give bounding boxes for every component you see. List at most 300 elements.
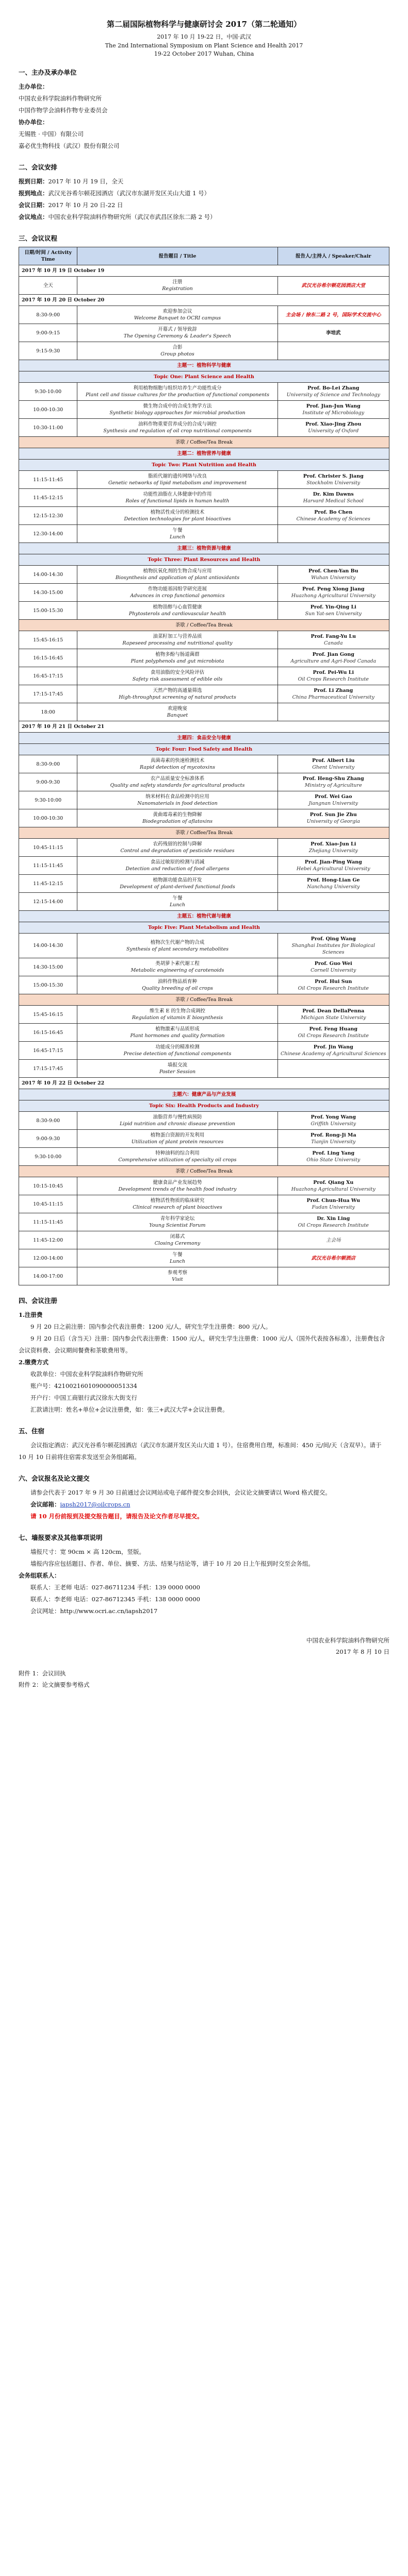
- program-topic-cn: 午餐: [172, 1252, 183, 1258]
- program-topic-en: Synthesis of plant secondary metabolites: [126, 946, 229, 952]
- program-time: 10:45-11:15: [19, 839, 77, 857]
- program-person: [278, 1231, 389, 1249]
- program-time: 16:15-16:45: [19, 1024, 77, 1042]
- program-time: 14:00-14:30: [19, 934, 77, 958]
- program-topic: [77, 857, 278, 875]
- program-topic-cn: 油料作物重要营养成分的合成与调控: [138, 421, 217, 427]
- program-speaker: Prof. Rong-Ji Ma: [310, 1132, 356, 1138]
- program-topic-cn: 食品过敏原的检测与消减: [150, 859, 205, 865]
- program-time: 9:30-10:00: [19, 791, 77, 809]
- fee-text-2: 9 月 20 日后（含当天）注册：国内参会代表注册费：1500 元/人，研究生学生注册费：1000 元/人（国外代表按各标准），注册费包含会议资料费、会议期间餐费和茶歇费用等。: [19, 1335, 385, 1354]
- hotel-text: 会议指定酒店：武汉光谷希尔顿花园酒店（武汉市东湖开发区关山大道 1 号）。住宿费用自理，标准间：450 元/间/天（含双早）。请于 10 月 10 日前将住宿需求发送至会务组邮箱。: [19, 1442, 382, 1461]
- program-talk-row: [19, 1177, 389, 1195]
- program-time: 9:15-9:30: [19, 342, 77, 360]
- program-affiliation: Oil Crops Research Institute: [298, 676, 369, 682]
- program-topic: [77, 875, 278, 893]
- program-time: 14:30-15:00: [19, 584, 77, 602]
- email-link[interactable]: iapsh2017@oilcrops.cn: [60, 1501, 130, 1508]
- program-topic-cn: 功能性油脂在人体健康中的作用: [143, 492, 212, 497]
- program-session-title: Topic Four: Food Safety and Health: [19, 744, 389, 755]
- program-speaker: Prof. Christer S. Jiang: [303, 473, 364, 479]
- program-topic-cn: 欢迎晚宴: [167, 706, 187, 711]
- program-affiliation: Ministry of Agriculture: [304, 783, 362, 788]
- program-time: 10:30-11:00: [19, 419, 77, 437]
- program-talk-row: [19, 471, 389, 489]
- program-header-person: 报告人/主持人 / Speaker/Chair: [278, 247, 389, 265]
- program-session-row: [19, 371, 389, 383]
- program-topic: [77, 602, 278, 620]
- program-topic: [77, 401, 278, 419]
- program-topic-en: Control and degradation of pesticide residues: [120, 848, 235, 854]
- program-affiliation: Huazhong Agricultural University: [291, 1187, 376, 1192]
- program-affiliation: Wuhan University: [311, 575, 356, 581]
- program-person: [278, 507, 389, 525]
- program-person: [278, 602, 389, 620]
- program-topic: [77, 958, 278, 976]
- program-topic-en: Synthetic biology approaches for microbial production: [109, 410, 246, 416]
- program-affiliation: Institute of Microbiology: [302, 410, 365, 416]
- program-topic-en: Visit: [172, 1277, 183, 1282]
- program-talk-row: [19, 1249, 389, 1267]
- program-topic-cn: 开幕式 / 领导致辞: [158, 327, 197, 332]
- program-time: 17:15-17:45: [19, 685, 77, 703]
- program-person: [278, 703, 389, 721]
- program-session-title: 主题一：植物科学与健康: [19, 360, 389, 371]
- program-talk-row: [19, 489, 389, 507]
- program-affiliation: Michigan State University: [301, 1015, 366, 1021]
- program-topic: [77, 1112, 278, 1130]
- program-talk-row: [19, 791, 389, 809]
- program-person: [278, 584, 389, 602]
- program-session-title: Topic Five: Plant Metabolism and Health: [19, 922, 389, 934]
- program-talk-row: [19, 773, 389, 791]
- program-person: [278, 839, 389, 857]
- program-topic-cn: 青年科学家论坛: [160, 1216, 195, 1222]
- program-affiliation: Harvard Medical School: [303, 498, 364, 504]
- program-break-row: [19, 994, 389, 1006]
- program-time: 10:15-10:45: [19, 1177, 77, 1195]
- program-topic-en: Plant hormones and quality formation: [130, 1033, 225, 1039]
- program-topic-en: Precise detection of functional components: [123, 1051, 232, 1057]
- program-topic-cn: 黄曲霉毒素的生物降解: [153, 812, 202, 818]
- program-day-label: 2017 年 10 月 20 日 October 20: [19, 295, 389, 306]
- program-topic-cn: 植物甾醇与心血管健康: [153, 604, 202, 610]
- program-topic-cn: 参观考察: [167, 1270, 187, 1276]
- program-speaker: Prof. Jian-Ping Wang: [304, 859, 362, 865]
- program-topic-cn: 纳米材料在食品检测中的应用: [145, 794, 209, 800]
- program-affiliation: China Pharmaceutical University: [292, 694, 374, 700]
- attachment-1[interactable]: 附件 1：会议回执: [19, 1670, 66, 1677]
- attachments: [19, 1668, 389, 1690]
- program-person: [278, 649, 389, 667]
- program-topic: [77, 306, 278, 324]
- program-topic-cn: 天然产物的高通量筛选: [153, 688, 202, 693]
- program-person: [278, 1112, 389, 1130]
- program-topic-en: Genetic networks of lipid metabolism and improvement: [108, 480, 247, 486]
- program-session-title: Topic Six: Health Products and Industry: [19, 1100, 389, 1112]
- program-topic-en: Development trends of the health food industry: [118, 1187, 237, 1192]
- program-person: [278, 1042, 389, 1060]
- program-topic-en: High-throughput screening of natural products: [119, 694, 236, 700]
- program-topic-en: Welcome Banquet to OCRI campus: [134, 315, 221, 321]
- program-time: 9:30-10:00: [19, 383, 77, 401]
- program-topic: [77, 1213, 278, 1231]
- program-topic: [77, 342, 278, 360]
- program-affiliation: University of Oxford: [308, 428, 359, 434]
- program-topic: [77, 934, 278, 958]
- program-topic: [77, 1249, 278, 1267]
- program-affiliation: Shanghai Institutes for Biological Sciences: [291, 943, 376, 955]
- program-topic-en: Regulation of vitamin E biosynthesis: [132, 1015, 223, 1021]
- program-person: [278, 667, 389, 685]
- program-session-row: [19, 460, 389, 471]
- program-topic-en: Banquet: [167, 713, 188, 718]
- program-speaker: Prof. Jin Wang: [313, 1044, 353, 1050]
- poster-size: 墙报尺寸：宽 90cm × 高 120cm，竖版。: [30, 1548, 145, 1555]
- program-talk-row: [19, 631, 389, 649]
- program-break-row: [19, 1166, 389, 1177]
- program-person: [278, 383, 389, 401]
- program-time: 14:30-15:00: [19, 958, 77, 976]
- program-day-row: [19, 295, 389, 306]
- program-speaker: Prof. Li Zhang: [314, 688, 353, 693]
- fee-label: 1.注册费: [19, 1311, 43, 1318]
- program-affiliation: Chinese Academy of Sciences: [296, 516, 370, 522]
- program-topic-en: Metabolic engineering of carotenoids: [130, 968, 224, 973]
- program-topic: [77, 1195, 278, 1213]
- program-topic-cn: 类胡萝卜素代谢工程: [155, 961, 200, 967]
- program-topic-en: Detection technologies for plant bioactives: [124, 516, 231, 522]
- program-person: [278, 1177, 389, 1195]
- program-talk-row: [19, 1060, 389, 1078]
- program-topic: [77, 324, 278, 342]
- program-person: [278, 419, 389, 437]
- program-talk-row: [19, 667, 389, 685]
- program-speaker: Prof. Feng Huang: [309, 1026, 358, 1032]
- reg-date: 报到日期：2017 年 10 月 19 日，全天: [19, 178, 124, 185]
- program-speaker: Prof. Guo Wei: [314, 961, 352, 967]
- section-submit-heading: 六、会议报名及论文提交: [19, 1475, 90, 1482]
- program-person: [278, 525, 389, 543]
- program-session-title: Topic Three: Plant Resources and Health: [19, 554, 389, 566]
- program-topic-cn: 植物活性成分的检测技术: [150, 510, 205, 515]
- attachment-2[interactable]: 附件 2：论文摘要参考格式: [19, 1681, 90, 1688]
- program-time: 9:00-9:15: [19, 324, 77, 342]
- section-registration-heading: 四、会议注册: [19, 1297, 58, 1304]
- program-person: [278, 1006, 389, 1024]
- program-affiliation: Canada: [324, 640, 343, 646]
- program-person: [278, 893, 389, 911]
- program-person: [278, 976, 389, 994]
- program-affiliation: Fudan University: [312, 1205, 355, 1210]
- program-topic-cn: 植物活性物质的临床研究: [150, 1198, 205, 1204]
- program-header-row: [19, 247, 389, 265]
- program-topic-en: Biosynthesis and application of plant antioxidants: [115, 575, 240, 581]
- program-speaker: Dr. Kim Dawns: [313, 492, 354, 497]
- program-talk-row: [19, 525, 389, 543]
- program-topic-en: Utilization of plant protein resources: [131, 1139, 224, 1145]
- program-affiliation: Ghent University: [312, 765, 355, 770]
- program-time: 11:15-11:45: [19, 857, 77, 875]
- program-talk-row: [19, 507, 389, 525]
- program-speaker: Prof. Pei-Wu Li: [313, 670, 354, 675]
- program-topic-cn: 油脂营养与慢性病预防: [153, 1114, 202, 1120]
- program-topic: [77, 525, 278, 543]
- program-topic-en: Lunch: [170, 534, 185, 540]
- program-time: 9:30-10:00: [19, 1148, 77, 1166]
- program-talk-row: [19, 306, 389, 324]
- program-affiliation: Oil Crops Research Institute: [298, 1033, 369, 1039]
- program-time: 18:00: [19, 703, 77, 721]
- program-topic: [77, 755, 278, 773]
- pay-line-3: 开户行：中国工商银行武汉徐东大街支行: [30, 1394, 137, 1401]
- section-poster-heading: 七、墙报要求及其他事项说明: [19, 1534, 103, 1541]
- program-topic-en: Advances in crop functional genomics: [130, 593, 225, 599]
- program-speaker: Prof. Yong Wang: [311, 1114, 356, 1120]
- program-talk-row: [19, 324, 389, 342]
- program-topic-en: The Opening Ceremony & Leader's Speech: [123, 333, 232, 339]
- program-session-row: [19, 1089, 389, 1100]
- program-talk-row: [19, 857, 389, 875]
- program-affiliation: Ohio State University: [306, 1157, 361, 1163]
- program-topic: [77, 1231, 278, 1249]
- signature-date: 2017 年 8 月 10 日: [336, 1648, 389, 1655]
- program-topic-en: Nanomaterials in food detection: [137, 801, 218, 806]
- program-topic-en: Lipid nutrition and chronic disease prevention: [120, 1121, 235, 1127]
- program-break-row: [19, 827, 389, 839]
- program-person: [278, 1130, 389, 1148]
- program-day-row: [19, 1078, 389, 1089]
- section-hotel-heading: 五、住宿: [19, 1427, 45, 1435]
- fee-text: 9 月 20 日之前注册：国内参会代表注册费：1200 元/人，研究生学生注册费：800 元/人。: [30, 1323, 272, 1330]
- pay-label: 2.缴费方式: [19, 1359, 49, 1366]
- program-affiliation: Nanchang University: [307, 884, 360, 890]
- signature-block: [19, 1635, 389, 1657]
- program-affiliation: Agriculture and Agri-Food Canada: [290, 658, 377, 664]
- program-session-row: [19, 744, 389, 755]
- program-person: [278, 306, 389, 324]
- program-topic: [77, 1006, 278, 1024]
- program-topic-en: Roles of functional lipids in human health: [125, 498, 230, 504]
- subtitle-english: The 2nd International Symposium on Plant Science and Health 2017: [105, 42, 303, 49]
- program-topic-en: Rapeseed processing and nutritional quality: [122, 640, 233, 646]
- program-topic-en: Biodegradation of aflatoxins: [142, 819, 213, 824]
- program-affiliation: University of Georgia: [306, 819, 360, 824]
- host-1: 中国农业科学院油料作物研究所: [19, 95, 102, 102]
- signature-org: 中国农业科学院油料作物研究所: [306, 1637, 389, 1644]
- program-topic-en: Quality breeding of oil crops: [142, 986, 213, 991]
- program-topic: [77, 584, 278, 602]
- program-talk-row: [19, 755, 389, 773]
- program-time: 9:00-9:30: [19, 1130, 77, 1148]
- program-time: 12:00-14:00: [19, 1249, 77, 1267]
- program-topic: [77, 507, 278, 525]
- program-speaker: Prof. Hong-Lian Ge: [307, 877, 360, 883]
- program-talk-row: [19, 1006, 389, 1024]
- program-time: 14:00-14:30: [19, 566, 77, 584]
- program-talk-row: [19, 1148, 389, 1166]
- program-speaker: Prof. Heng-Shu Zhang: [302, 776, 364, 782]
- program-affiliation: Jiangnan University: [308, 801, 358, 806]
- program-topic-cn: 植物蛋白资源的开发利用: [150, 1132, 205, 1138]
- program-topic-en: Lunch: [170, 1259, 185, 1264]
- program-person: [278, 277, 389, 295]
- program-topic-cn: 农产品质量安全标准体系: [150, 776, 205, 782]
- program-time: 15:00-15:30: [19, 976, 77, 994]
- program-time: 16:15-16:45: [19, 649, 77, 667]
- program-topic-en: Lunch: [170, 902, 185, 908]
- section-organizers-heading: 一、主办及承办单位: [19, 69, 77, 76]
- program-affiliation: 主会场: [326, 1237, 341, 1243]
- program-talk-row: [19, 419, 389, 437]
- notice-page: [19, 0, 389, 1690]
- program-person: [278, 1195, 389, 1213]
- program-time: 14:00-17:00: [19, 1267, 77, 1285]
- submit-text: 请参会代表于 2017 年 9 月 30 日前通过会议网站或电子邮件提交参会回执，会议论文摘要请以 Word 格式提交。: [30, 1489, 331, 1496]
- program-topic-en: Clinical research of plant bioactives: [133, 1205, 222, 1210]
- program-session-row: [19, 554, 389, 566]
- program-break-row: [19, 620, 389, 631]
- program-topic: [77, 791, 278, 809]
- program-topic: [77, 1177, 278, 1195]
- program-time: 11:45-12:15: [19, 875, 77, 893]
- program-topic-cn: 午餐: [172, 895, 183, 901]
- program-topic-en: Development of plant-derived functional foods: [120, 884, 235, 890]
- program-time: 15:45-16:15: [19, 1006, 77, 1024]
- program-topic-cn: 功能成分的精准检测: [155, 1044, 200, 1050]
- program-topic-cn: 注册: [172, 279, 183, 285]
- program-topic-en: Plant cell and tissue cultures for the production of functional components: [86, 392, 269, 398]
- program-talk-row: [19, 566, 389, 584]
- program-session-row: [19, 922, 389, 934]
- pay-note: 汇款请注明：姓名+单位+会议注册费，如：张三+武汉大学+会议注册费。: [30, 1406, 229, 1413]
- program-topic: [77, 1267, 278, 1285]
- program-speaker: Prof. Albert Liu: [312, 758, 355, 764]
- program-topic-en: Comprehensive utilization of specialty oil crops: [118, 1157, 237, 1163]
- program-affiliation: Zhejiang University: [308, 848, 358, 854]
- program-session-row: [19, 360, 389, 371]
- program-topic-cn: 微生物合成中的合成生物学方法: [143, 403, 212, 409]
- program-topic: [77, 1148, 278, 1166]
- program-person: [278, 875, 389, 893]
- program-talk-row: [19, 703, 389, 721]
- program-person: [278, 489, 389, 507]
- host-2: 中国作物学会油料作物专业委员会: [19, 107, 108, 114]
- pay-line-2: 账户号：4210021601090000051334: [30, 1382, 137, 1389]
- program-talk-row: [19, 602, 389, 620]
- program-topic-cn: 植物源功能食品的开发: [153, 877, 202, 883]
- subtitle-date-place: 2017 年 10 月 19-22 日，中国·武汉: [157, 33, 251, 40]
- program-session-row: [19, 543, 389, 554]
- program-header-topic: 报告题目 / Title: [77, 247, 278, 265]
- program-time: 12:15-12:30: [19, 507, 77, 525]
- program-session-row: [19, 1100, 389, 1112]
- program-break-label: 茶歇 / Coffee/Tea Break: [19, 994, 389, 1006]
- program-topic: [77, 893, 278, 911]
- program-topic-cn: 欢迎参加会议: [162, 309, 192, 314]
- program-topic: [77, 383, 278, 401]
- program-topic: [77, 471, 278, 489]
- program-talk-row: [19, 893, 389, 911]
- program-topic-en: Group photos: [160, 351, 194, 357]
- program-topic-cn: 植物次生代谢产物的合成: [150, 939, 205, 945]
- program-affiliation: Oil Crops Research Institute: [298, 986, 369, 991]
- program-topic-cn: 油菜籽加工与营养品质: [153, 634, 202, 639]
- program-topic-cn: 植物多酚与肠道菌群: [155, 652, 200, 657]
- program-speaker: Prof. Dean DellaPenna: [302, 1008, 365, 1014]
- program-person: [278, 324, 389, 342]
- meeting-place: 会议地点：中国农业科学院油料作物研究所（武汉市武昌区徐东二路 2 号）: [19, 213, 216, 221]
- program-talk-row: [19, 383, 389, 401]
- program-affiliation: Griffith University: [311, 1121, 356, 1127]
- program-time: 10:45-11:15: [19, 1195, 77, 1213]
- program-talk-row: [19, 1042, 389, 1060]
- program-talk-row: [19, 1195, 389, 1213]
- program-break-label: 茶歇 / Coffee/Tea Break: [19, 437, 389, 448]
- program-topic-en: Synthesis and regulation of oil crop nutritional components: [103, 428, 252, 434]
- contact-website[interactable]: 会议网址：http://www.ocri.ac.cn/iapsh2017: [30, 1607, 158, 1615]
- program-break-row: [19, 437, 389, 448]
- program-time: 9:00-9:30: [19, 773, 77, 791]
- program-topic-en: Rapid detection of mycotoxins: [139, 765, 216, 770]
- submit-email: 会议邮箱：iapsh2017@oilcrops.cn: [30, 1501, 130, 1508]
- program-person: [278, 1148, 389, 1166]
- program-time: 10:00-10:30: [19, 401, 77, 419]
- program-person: [278, 934, 389, 958]
- program-session-title: 主题五：植物代谢与健康: [19, 911, 389, 922]
- program-topic: [77, 1130, 278, 1148]
- program-time: 8:30-9:00: [19, 755, 77, 773]
- program-talk-row: [19, 649, 389, 667]
- program-session-title: 主题三：植物资源与健康: [19, 543, 389, 554]
- program-break-label: 茶歇 / Coffee/Tea Break: [19, 1166, 389, 1177]
- program-person: [278, 857, 389, 875]
- program-topic-cn: 特种油料的综合利用: [155, 1150, 200, 1156]
- program-talk-row: [19, 1130, 389, 1148]
- program-break-label: 茶歇 / Coffee/Tea Break: [19, 620, 389, 631]
- program-speaker: Prof. Jian Gong: [312, 652, 354, 657]
- program-person: [278, 1267, 389, 1285]
- program-topic-cn: 利用植物细胞与组织培养生产功能性成分: [133, 385, 222, 391]
- program-header-time: 日期/时间 / Activity Time: [19, 247, 77, 265]
- program-topic: [77, 489, 278, 507]
- program-time: 12:30-14:00: [19, 525, 77, 543]
- poster-content: 墙报内容应包括题目、作者、单位、摘要、方法、结果与结论等，请于 10 月 20 日上午报到时交至会务组。: [30, 1560, 314, 1567]
- program-topic: [77, 631, 278, 649]
- program-speaker: Prof. Chen-Yan Bu: [308, 568, 358, 574]
- program-topic: [77, 1042, 278, 1060]
- program-time: 10:00-10:30: [19, 809, 77, 827]
- program-speaker: Prof. Xiao-Jun Li: [311, 841, 356, 847]
- program-topic: [77, 685, 278, 703]
- program-time: 16:45-17:15: [19, 667, 77, 685]
- program-topic-cn: 食用油脂的安全风险评估: [150, 670, 205, 675]
- program-day-label: 2017 年 10 月 22 日 October 22: [19, 1078, 389, 1089]
- program-speaker: Prof. Jian-Jun Wang: [306, 403, 361, 409]
- program-session-title: 主题二：植物营养与健康: [19, 448, 389, 460]
- program-speaker: Prof. Sun Jie Zhu: [309, 812, 357, 818]
- program-topic: [77, 649, 278, 667]
- program-speaker: Prof. Xiao-Jing Zhou: [305, 421, 362, 427]
- program-affiliation: 武汉光谷希尔顿酒店: [311, 1255, 356, 1261]
- program-speaker: Prof. Bo Chen: [314, 510, 353, 515]
- program-person: [278, 401, 389, 419]
- page-title: 第二届国际植物科学与健康研讨会 2017（第二轮通知）: [107, 20, 301, 29]
- program-time: 15:00-15:30: [19, 602, 77, 620]
- program-affiliation: 主会场 / 徐东二路 2 号，国际学术交流中心: [285, 312, 381, 318]
- program-speaker: Prof. Ling Yang: [312, 1150, 355, 1156]
- program-topic: [77, 667, 278, 685]
